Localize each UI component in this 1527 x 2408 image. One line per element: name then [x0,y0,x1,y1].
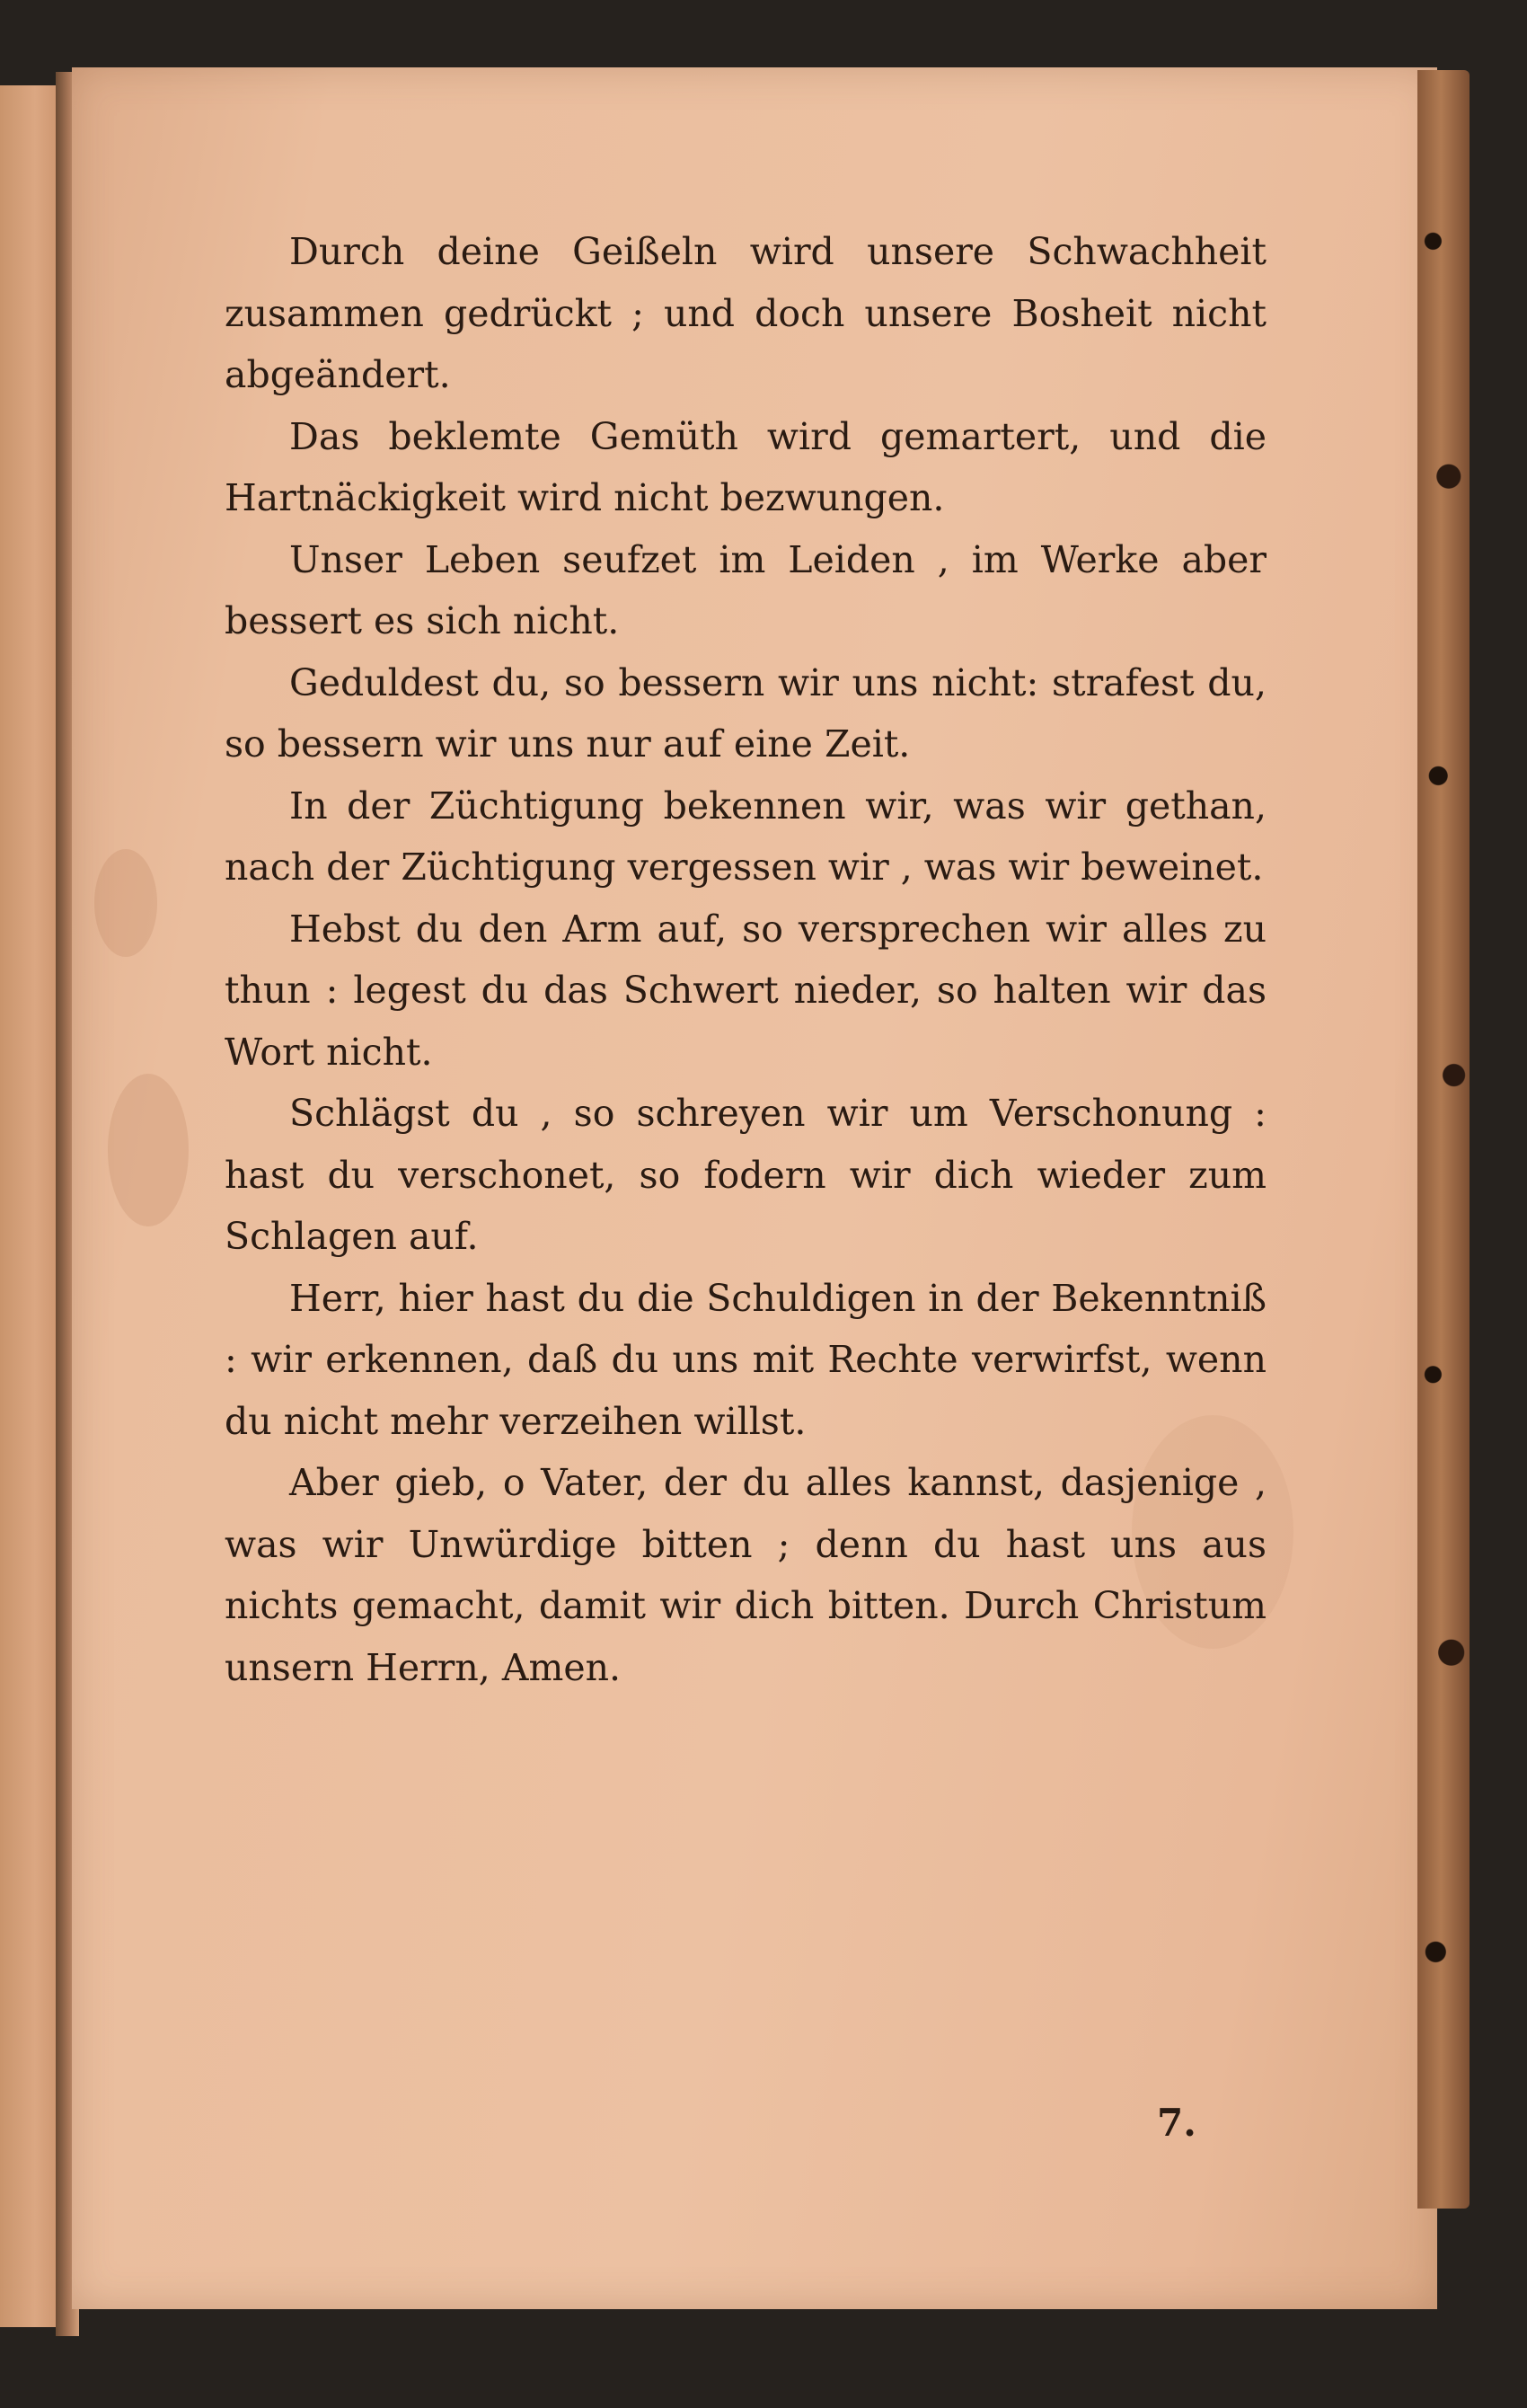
paragraph-5: In der Züchtigung bekennen wir, was wir gethan, nach der Züchtigung vergessen wir , was wir beweinet. [225,783,1267,889]
paragraph-1: Durch deine Geißeln wird unsere Schwachheit zusammen gedrückt ; und doch unsere Bosheit nicht abgeändert. [225,230,1267,396]
paragraph-3: Unser Leben seufzet im Leiden , im Werke aber bessert es sich nicht. [225,537,1267,642]
paragraph-8: Herr, hier hast du die Schuldigen in der Bekenntniß : wir erkennen, daß du uns mit Rechte verwirfst, wenn du nicht mehr verzeihen willst. [225,1276,1267,1443]
catchword: 7. [1157,2101,1196,2145]
paragraph-4: Geduldest du, so bessern wir uns nicht: strafest du, so bessern wir uns nur auf eine Zeit. [225,660,1267,766]
page-body-text [225,221,1267,1698]
paper-stain [108,1074,189,1226]
paper-stain [94,849,157,957]
paragraph-7: Schlägst du , so schreyen wir um Verschonung : hast du verschonet, so fodern wir dich wieder zum Schlagen auf. [225,1092,1267,1258]
paragraph-2: Das beklemte Gemüth wird gemartert, und die Hartnäckigkeit wird nicht bezwungen. [225,414,1267,519]
paragraph-9: Aber gieb, o Vater, der du alles kannst, dasjenige , was wir Unwürdige bitten ; denn du hast uns aus nichts gemacht, damit wir dich bitten. Durch Christum unsern Herrn, Amen. [225,1461,1267,1689]
book-binding-edge [1417,70,1470,2209]
paragraph-6: Hebst du den Arm auf, so versprechen wir alles zu thun : legest du das Schwert nieder, so halten wir das Wort nicht. [225,907,1267,1074]
